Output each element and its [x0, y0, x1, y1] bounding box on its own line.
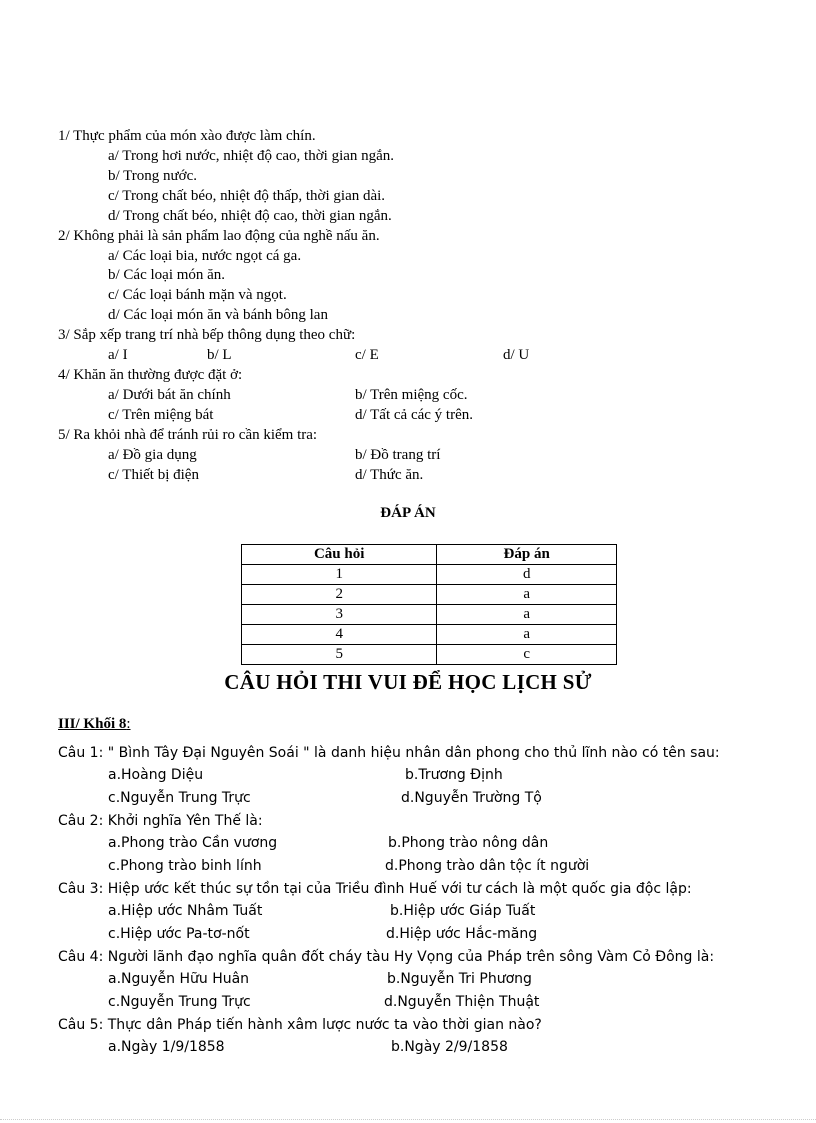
history-question-4: Câu 4: Người lãnh đạo nghĩa quân đốt cháy tàu Hy Vọng của Pháp trên sông Vàm Cỏ Đông là:: [58, 949, 715, 965]
option-1a: a/ Trong hơi nước, nhiệt độ cao, thời gian ngắn.: [108, 148, 395, 164]
table-row: [242, 645, 617, 665]
history-option-3c: c.Hiệp ước Pa-tơ-nốt: [108, 926, 250, 942]
option-2d: d/ Các loại món ăn và bánh bông lan: [108, 307, 328, 323]
history-quiz-title: CÂU HỎI THI VUI ĐỂ HỌC LỊCH SỬ: [224, 670, 592, 694]
option-3c: c/ E: [355, 347, 379, 363]
option-4d: d/ Tất cả các ý trên.: [355, 407, 473, 423]
option-2b: b/ Các loại món ăn.: [108, 267, 226, 283]
table-row: [242, 605, 617, 625]
option-5b: b/ Đồ trang trí: [355, 447, 441, 463]
question-4: 4/ Khăn ăn thường được đặt ở:: [58, 367, 243, 383]
option-5d: d/ Thức ăn.: [355, 467, 424, 483]
answer-table: [241, 544, 617, 665]
row-answer: d: [437, 565, 617, 585]
row-answer: a: [437, 585, 617, 605]
history-option-4c: c.Nguyễn Trung Trực: [108, 994, 251, 1010]
row-question-number: 4: [242, 625, 437, 645]
history-option-4a: a.Nguyễn Hữu Huân: [108, 971, 250, 987]
option-1b: b/ Trong nước.: [108, 168, 197, 184]
history-option-2c: c.Phong trào binh lính: [108, 858, 262, 874]
option-4c: c/ Trên miệng bát: [108, 407, 214, 423]
history-option-4d: d.Nguyễn Thiện Thuật: [384, 994, 540, 1010]
table-row: [242, 625, 617, 645]
history-question-1: Câu 1: " Bình Tây Đại Nguyên Soái " là danh hiệu nhân dân phong cho thủ lĩnh nào có tên sau:: [58, 745, 720, 761]
option-3a: a/ I: [108, 347, 128, 363]
history-option-1d: d.Nguyễn Trường Tộ: [401, 790, 542, 806]
row-question-number: 2: [242, 585, 437, 605]
option-3d: d/ U: [503, 347, 530, 363]
option-2c: c/ Các loại bánh mặn và ngọt.: [108, 287, 287, 303]
history-option-2a: a.Phong trào Cần vương: [108, 835, 278, 851]
option-3b: b/ L: [207, 347, 232, 363]
history-option-1c: c.Nguyễn Trung Trực: [108, 790, 251, 806]
history-option-2d: d.Phong trào dân tộc ít người: [385, 858, 590, 874]
history-option-5b: b.Ngày 2/9/1858: [391, 1039, 508, 1055]
section-colon: :: [126, 716, 131, 732]
option-5c: c/ Thiết bị điện: [108, 467, 199, 483]
row-answer: a: [437, 605, 617, 625]
row-question-number: 1: [242, 565, 437, 585]
history-question-2: Câu 2: Khởi nghĩa Yên Thế là:: [58, 813, 263, 829]
option-5a: a/ Đồ gia dụng: [108, 447, 197, 463]
header-answer: Đáp án: [437, 545, 617, 565]
history-option-5a: a.Ngày 1/9/1858: [108, 1039, 225, 1055]
header-question: Câu hỏi: [242, 545, 437, 565]
history-question-3: Câu 3: Hiệp ước kết thúc sự tồn tại của Triều đình Huế với tư cách là một quốc gia độc lập:: [58, 881, 692, 897]
page-bottom-divider: [0, 1119, 816, 1120]
row-answer: c: [437, 645, 617, 665]
history-option-3b: b.Hiệp ước Giáp Tuất: [390, 903, 536, 919]
history-option-1a: a.Hoàng Diệu: [108, 767, 204, 783]
option-4b: b/ Trên miệng cốc.: [355, 387, 468, 403]
question-3: 3/ Sắp xếp trang trí nhà bếp thông dụng theo chữ:: [58, 327, 356, 343]
question-5: 5/ Ra khỏi nhà để tránh rủi ro cần kiểm tra:: [58, 427, 318, 443]
history-option-4b: b.Nguyễn Tri Phương: [387, 971, 532, 987]
answer-table-header: [242, 545, 617, 565]
option-1d: d/ Trong chất béo, nhiệt độ cao, thời gian ngắn.: [108, 208, 392, 224]
question-1: 1/ Thực phẩm của món xào được làm chín.: [58, 128, 316, 144]
section-label: III/ Khối 8: [58, 716, 127, 732]
table-row: [242, 565, 617, 585]
option-1c: c/ Trong chất béo, nhiệt độ thấp, thời gian dài.: [108, 188, 386, 204]
history-option-3a: a.Hiệp ước Nhâm Tuất: [108, 903, 263, 919]
history-option-3d: d.Hiệp ước Hắc-măng: [386, 926, 538, 942]
row-question-number: 5: [242, 645, 437, 665]
table-row: [242, 585, 617, 605]
row-question-number: 3: [242, 605, 437, 625]
option-2a: a/ Các loại bia, nước ngọt cá ga.: [108, 248, 302, 264]
history-option-1b: b.Trương Định: [405, 767, 503, 783]
option-4a: a/ Dưới bát ăn chính: [108, 387, 231, 403]
section-heading: [58, 716, 131, 733]
answer-key-title: ĐÁP ÁN: [380, 505, 436, 521]
history-option-2b: b.Phong trào nông dân: [388, 835, 549, 851]
history-question-5: Câu 5: Thực dân Pháp tiến hành xâm lược nước ta vào thời gian nào?: [58, 1017, 542, 1033]
row-answer: a: [437, 625, 617, 645]
question-2: 2/ Không phải là sản phẩm lao động của nghề nấu ăn.: [58, 228, 380, 244]
